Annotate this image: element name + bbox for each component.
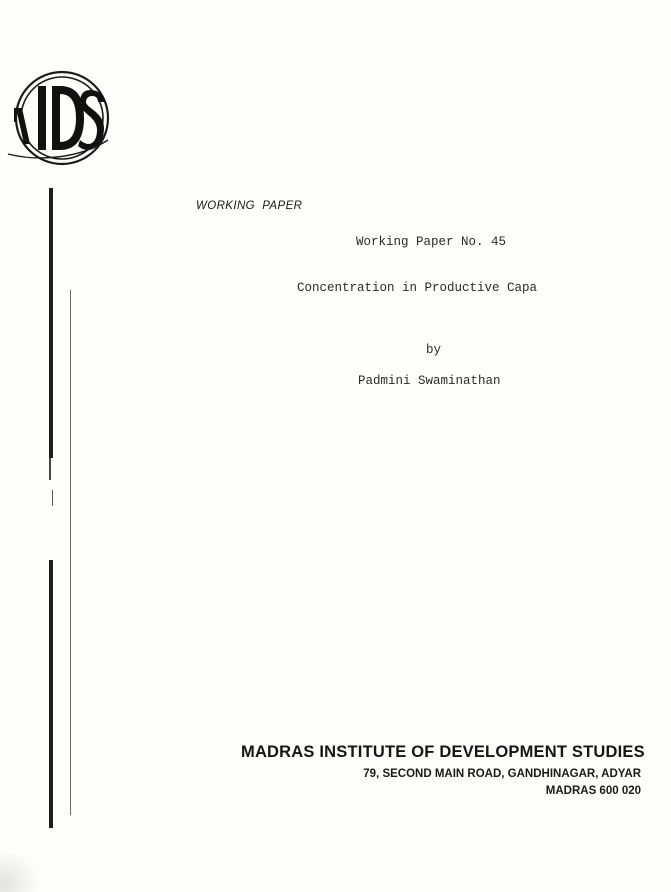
scan-smudge <box>0 850 40 892</box>
institution-name: MADRAS INSTITUTE OF DEVELOPMENT STUDIES <box>241 743 645 761</box>
author-name: Padmini Swaminathan <box>358 374 501 388</box>
scan-edge-line <box>70 290 71 815</box>
paper-number: Working Paper No. 45 <box>356 235 507 249</box>
institution-address: 79, SECOND MAIN ROAD, GANDHINAGAR, ADYAR <box>363 768 641 780</box>
mids-logo-icon <box>0 62 112 166</box>
scan-edge-mark <box>52 490 53 506</box>
scan-edge-bar <box>49 188 53 458</box>
institution-city: MADRAS 600 020 <box>545 785 641 797</box>
scan-edge-bar <box>49 560 53 828</box>
paper-title: Concentration in Productive Capa <box>297 281 538 295</box>
working-paper-label: WORKING PAPER <box>196 200 303 212</box>
by-line: by <box>426 343 442 357</box>
scan-edge-bar <box>49 458 51 480</box>
